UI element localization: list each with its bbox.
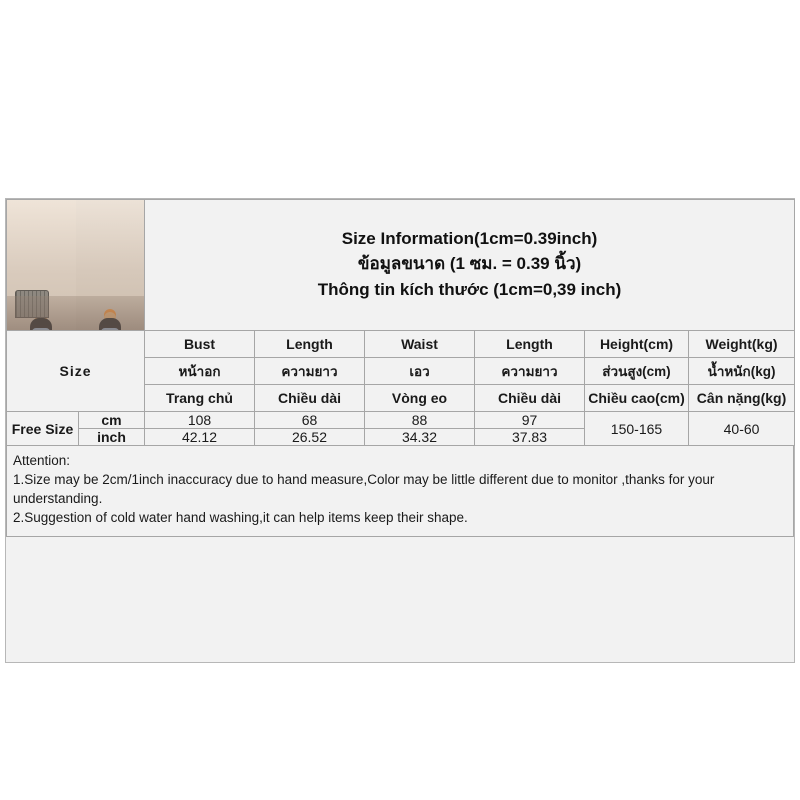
value-waist-inch: 34.32 <box>365 429 475 446</box>
attention-title: Attention: <box>13 453 71 468</box>
size-label-cell: Size <box>7 331 145 412</box>
title-english: Size Information(1cm=0.39inch) <box>341 228 598 248</box>
model-figure-left <box>28 312 54 324</box>
column-header-weight-th: น้ำหนัก(kg) <box>689 358 795 385</box>
photo-left-panel <box>7 200 76 330</box>
chart-title-block <box>145 200 795 331</box>
size-table <box>6 199 795 446</box>
value-bust-inch: 42.12 <box>145 429 255 446</box>
column-header-weight-en: Weight(kg) <box>689 331 795 358</box>
value-waist-cm: 88 <box>365 412 475 429</box>
attention-block <box>6 446 794 537</box>
model-top <box>101 328 119 330</box>
table-row-header-title <box>7 200 795 331</box>
column-header-waist-vi: Vòng eo <box>365 385 475 412</box>
size-chart-sheet <box>5 198 795 663</box>
column-header-bust-en: Bust <box>145 331 255 358</box>
photo-right-panel <box>76 200 145 330</box>
value-length2-inch: 37.83 <box>475 429 585 446</box>
unit-cm: cm <box>79 412 145 429</box>
value-length2-cm: 97 <box>475 412 585 429</box>
unit-inch: inch <box>79 429 145 446</box>
column-header-height-th: ส่วนสูง(cm) <box>585 358 689 385</box>
column-header-waist-th: เอว <box>365 358 475 385</box>
attention-line-2: 2.Suggestion of cold water hand washing,it can help items keep their shape. <box>13 510 468 526</box>
value-length1-inch: 26.52 <box>255 429 365 446</box>
title-vietnamese: Thông tin kích thước (1cm=0,39 inch) <box>317 279 622 299</box>
model-hair <box>30 318 52 330</box>
column-header-length1-th: ความยาว <box>255 358 365 385</box>
column-header-length1-en: Length <box>255 331 365 358</box>
model-figure-right <box>97 312 123 324</box>
model-top <box>32 328 50 330</box>
row-label-free-size: Free Size <box>7 412 79 446</box>
table-row-columns-en <box>7 331 795 358</box>
product-photo <box>7 200 145 331</box>
value-length1-cm: 68 <box>255 412 365 429</box>
value-height-range: 150-165 <box>585 412 689 446</box>
column-header-weight-vi: Cân nặng(kg) <box>689 385 795 412</box>
value-bust-cm: 108 <box>145 412 255 429</box>
value-weight-range: 40-60 <box>689 412 795 446</box>
birdcage-prop <box>15 290 49 318</box>
column-header-height-en: Height(cm) <box>585 331 689 358</box>
column-header-waist-en: Waist <box>365 331 475 358</box>
column-header-length2-th: ความยาว <box>475 358 585 385</box>
column-header-length2-en: Length <box>475 331 585 358</box>
column-header-length1-vi: Chiều dài <box>255 385 365 412</box>
model-head <box>104 312 116 324</box>
column-header-height-vi: Chiều cao(cm) <box>585 385 689 412</box>
title-thai: ข้อมูลขนาด (1 ซม. = 0.39 นิ้ว) <box>357 254 582 274</box>
column-header-bust-th: หน้าอก <box>145 358 255 385</box>
model-head <box>35 312 47 324</box>
model-hair <box>99 318 121 330</box>
model-photo-image <box>7 200 144 330</box>
table-row-cm <box>7 412 795 429</box>
column-header-bust-vi: Trang chủ <box>145 385 255 412</box>
column-header-length2-vi: Chiều dài <box>475 385 585 412</box>
attention-line-1: 1.Size may be 2cm/1inch inaccuracy due to hand measure,Color may be little different due to monitor ,thanks for your understanding. <box>13 472 715 507</box>
